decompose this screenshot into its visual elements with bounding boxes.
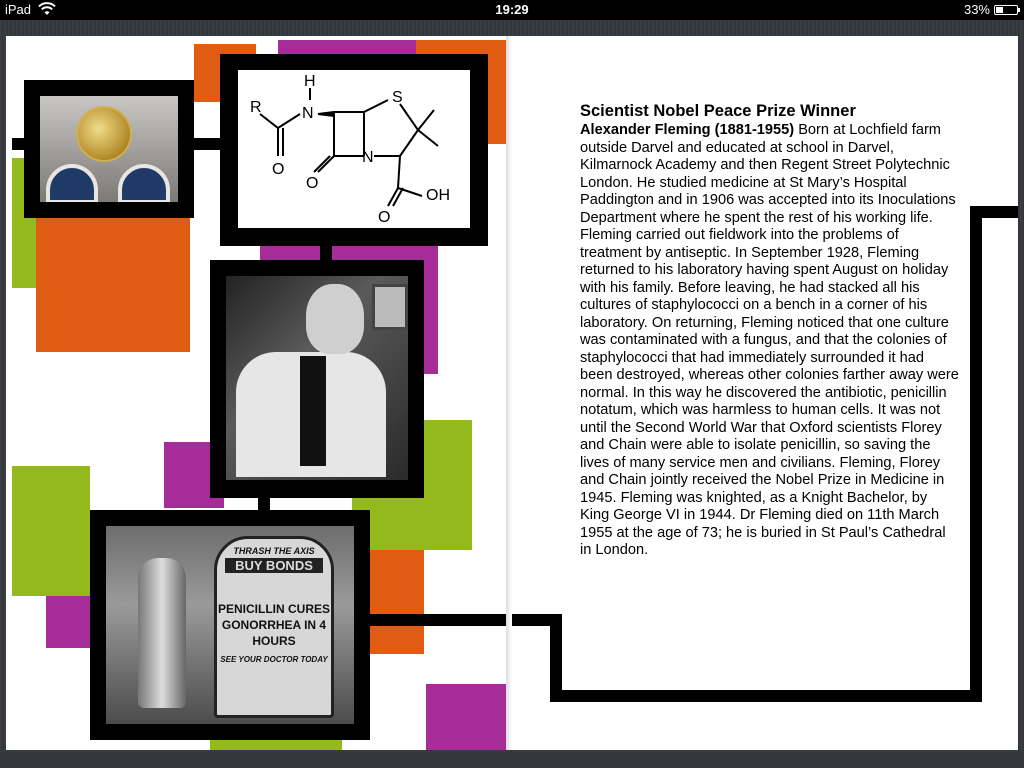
tie	[300, 356, 326, 466]
penicillin-molecule-diagram	[238, 70, 470, 228]
fire-hydrant	[138, 558, 186, 708]
svg-text:O: O	[306, 175, 319, 192]
medal-frame	[24, 80, 194, 218]
svg-text:R: R	[250, 99, 262, 116]
connector-line	[368, 614, 512, 626]
penicillin-structure	[238, 70, 470, 228]
color-block	[46, 596, 90, 648]
connector-line	[970, 206, 1018, 218]
left-page[interactable]	[6, 36, 512, 750]
svg-text:OH: OH	[426, 187, 450, 204]
svg-text:H: H	[304, 73, 316, 90]
poster-line: PENICILLIN CURES GONORRHEA IN 4 HOURS	[217, 602, 330, 648]
bottom-edge	[0, 752, 1024, 768]
poster-line: BUY BONDS	[225, 558, 323, 573]
poster-line: THRASH THE AXIS	[233, 546, 315, 556]
connector-line	[550, 614, 562, 702]
mailbox-poster	[214, 536, 334, 718]
color-block	[36, 218, 190, 352]
svg-text:N: N	[302, 105, 314, 122]
window-arch	[46, 164, 98, 202]
device-label: iPad	[5, 2, 32, 17]
nobel-medal-photo	[40, 96, 178, 202]
poster-line: SEE YOUR DOCTOR TODAY	[220, 655, 328, 664]
svg-text:S: S	[392, 89, 403, 106]
fleming-frame	[210, 260, 424, 498]
connector-line	[970, 206, 982, 702]
article-text: Born at Lochfield farm outside Darvel and educated at school in Darvel, Kilmarnock Academy and then Regent Street Polytechnic London. He studied medicine at St Mary’s Hospital Paddington and in 1906 was accepted into its Inoculations Department where he spent the rest of his working life. Fleming carried out fieldwork into the problems of treatment by antiseptic. In September 1928, Fleming returned to his laboratory having spent August on holiday with his family. Before leaving, he had stacked all his cultures of staphylococci on a bench in a corner of his laboratory. On returning, Fleming noticed that one culture was contaminated with a fungus, and that the colonies of staphylococci that had immediately surrounded it had been destroyed, whereas other colonies farther away were normal. In this way he discovered the antibiotic, penicillin notatum, which was harmless to human cells. It was not until the Second World War that Oxford scientists Florey and Chain were able to isolate penicillin, so saving the lives of many service men and civilians. Fleming, Florey and Chain jointly received the Nobel Prize in Medicine in 1945. Fleming was knighted, as a Knight Bachelor, by King George VI in 1944. Dr Fleming died on 11th March 1955 at the age of 73; he is buried in St Paul’s Cathedral in London.	[580, 122, 959, 558]
portrait-head	[306, 284, 364, 354]
connector-line	[550, 690, 980, 702]
svg-text:N: N	[362, 149, 374, 166]
article-heading: Scientist Nobel Peace Prize Winner	[580, 102, 856, 120]
window-arch	[118, 164, 170, 202]
svg-text:O: O	[272, 161, 285, 178]
svg-text:O: O	[378, 209, 391, 226]
poster-frame	[90, 510, 370, 740]
status-bar	[0, 0, 1024, 20]
battery-icon	[994, 5, 1018, 15]
clock: 19:29	[495, 2, 529, 17]
open-book[interactable]	[6, 36, 1018, 750]
battery-percent: 33%	[963, 2, 990, 17]
color-block	[368, 550, 424, 654]
molecule-frame	[220, 54, 488, 246]
penicillin-poster-photo	[106, 526, 354, 724]
color-block	[426, 684, 512, 750]
alexander-fleming-photo	[226, 276, 408, 480]
color-block	[12, 466, 90, 596]
lab-window	[372, 284, 408, 330]
right-page[interactable]	[512, 36, 1018, 750]
article-lead: Alexander Fleming (1881-1955)	[580, 122, 795, 138]
article-body	[580, 122, 960, 560]
nobel-medal	[78, 108, 130, 160]
